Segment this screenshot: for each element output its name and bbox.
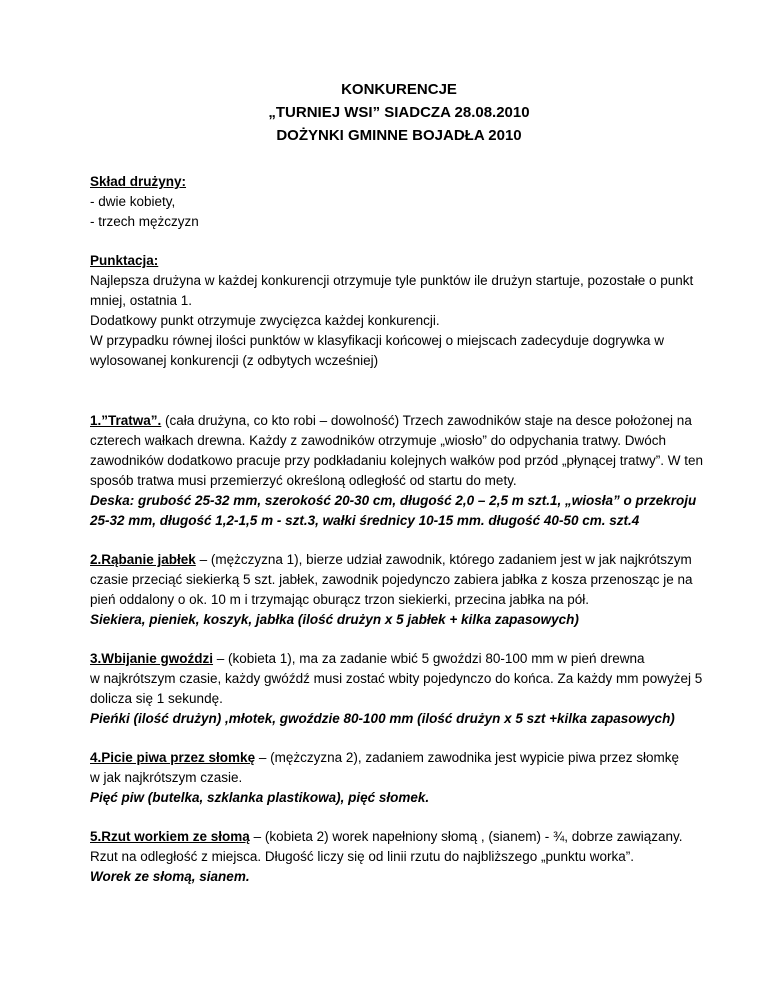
title-line-1: KONKURENCJE: [341, 81, 457, 98]
team-composition-section: [90, 172, 708, 232]
competition-3-equipment: Pieńki (ilość drużyn) ,młotek, gwoździe 80-100 mm (ilość drużyn x 5 szt +kilka zapasowych): [90, 711, 675, 726]
competition-1-equipment: Deska: grubość 25-32 mm, szerokość 20-30 cm, długość 2,0 – 2,5 m szt.1, „wiosła” o przekroju: [90, 493, 697, 508]
competition-4-heading: 4.Picie piwa przez słomkę: [90, 750, 256, 765]
competition-4: [90, 748, 708, 808]
competition-1-line: zawodników dodatkowo pracuje przy podkładaniu kolejnych wałków pod przód „płynącej tratwy”. W ten: [90, 453, 704, 468]
competition-3: [90, 649, 708, 729]
competition-3-line: w najkrótszym czasie, każdy gwóźdź musi zostać wbity pojedynczo do końca. Za każdy mm powyżej 5: [90, 671, 703, 686]
competition-2-intro: – (mężczyzna 1), bierze udział zawodnik, którego zadaniem jest w jak najkrótszym: [195, 552, 692, 567]
scoring-section: [90, 251, 708, 371]
scoring-line: mniej, ostatnia 1.: [90, 293, 193, 308]
team-composition-heading: Skład drużyny:: [90, 174, 187, 189]
competition-5-intro: – (kobieta 2) worek napełniony słomą , (sianem) - ¾, dobrze zawiązany.: [249, 829, 683, 844]
scoring-line: Najlepsza drużyna w każdej konkurencji otrzymuje tyle punktów ile drużyn startuje, pozostałe o punkt: [90, 273, 694, 288]
competition-5-heading: 5.Rzut workiem ze słomą: [90, 829, 250, 844]
competition-4-line: w jak najkrótszym czasie.: [90, 770, 243, 785]
competition-3-line: dolicza się 1 sekundę.: [90, 691, 223, 706]
competition-2: [90, 550, 708, 630]
team-item: - dwie kobiety,: [90, 194, 176, 209]
competition-5-line: Rzut na odległość z miejsca. Długość liczy się od linii rzutu do najbliższego „punktu worka”.: [90, 849, 634, 864]
competition-1: [90, 411, 708, 531]
competition-1-intro: (cała drużyna, co kto robi – dowolność) Trzech zawodników staje na desce położonej na: [161, 413, 692, 428]
competition-4-equipment: Pięć piw (butelka, szklanka plastikowa), pięć słomek.: [90, 790, 430, 805]
competition-4-intro: – (mężczyzna 2), zadaniem zawodnika jest wypicie piwa przez słomkę: [255, 750, 679, 765]
scoring-heading: Punktacja:: [90, 253, 159, 268]
scoring-line: Dodatkowy punkt otrzymuje zwycięzca każdej konkurencji.: [90, 313, 440, 328]
title-line-3: DOŻYNKI GMINNE BOJADŁA 2010: [276, 127, 522, 144]
competition-3-intro: – (kobieta 1), ma za zadanie wbić 5 gwoździ 80-100 mm w pień drewna: [213, 651, 645, 666]
competition-1-line: czterech wałkach drewna. Każdy z zawodników otrzymuje „wiosło” do odpychania tratwy. Dwóch: [90, 433, 666, 448]
competition-5: [90, 827, 708, 887]
competition-2-line: czasie przeciąć siekierką 5 szt. jabłek, zawodnik pojedynczo zabiera jabłka z kosza przenosząc je na: [90, 572, 693, 587]
competition-3-heading: 3.Wbijanie gwoździ: [90, 651, 214, 666]
competition-1-line: sposób tratwa musi przemierzyć określoną odległość od startu do mety.: [90, 473, 517, 488]
competition-5-equipment: Worek ze słomą, sianem.: [90, 869, 250, 884]
competition-1-heading: 1.”Tratwa”.: [90, 413, 162, 428]
title-line-2: „TURNIEJ WSI” SIADCZA 28.08.2010: [268, 104, 530, 121]
competition-2-heading: 2.Rąbanie jabłek: [90, 552, 196, 567]
competition-2-line: pień oddalony o ok. 10 m i trzymając oburącz trzon siekierki, przecina jabłka na pół.: [90, 592, 589, 607]
document-title: [90, 78, 708, 147]
competition-2-equipment: Siekiera, pieniek, koszyk, jabłka (ilość drużyn x 5 jabłek + kilka zapasowych): [90, 612, 579, 627]
scoring-line: wylosowanej konkurencji (z odbytych wcześniej): [90, 353, 379, 368]
team-item: - trzech mężczyzn: [90, 214, 199, 229]
scoring-line: W przypadku równej ilości punktów w klasyfikacji końcowej o miejscach zadecyduje dogrywka w: [90, 333, 664, 348]
competition-1-equipment: 25-32 mm, długość 1,2-1,5 m - szt.3, wałki średnicy 10-15 mm. długość 40-50 cm. szt.4: [90, 513, 640, 528]
